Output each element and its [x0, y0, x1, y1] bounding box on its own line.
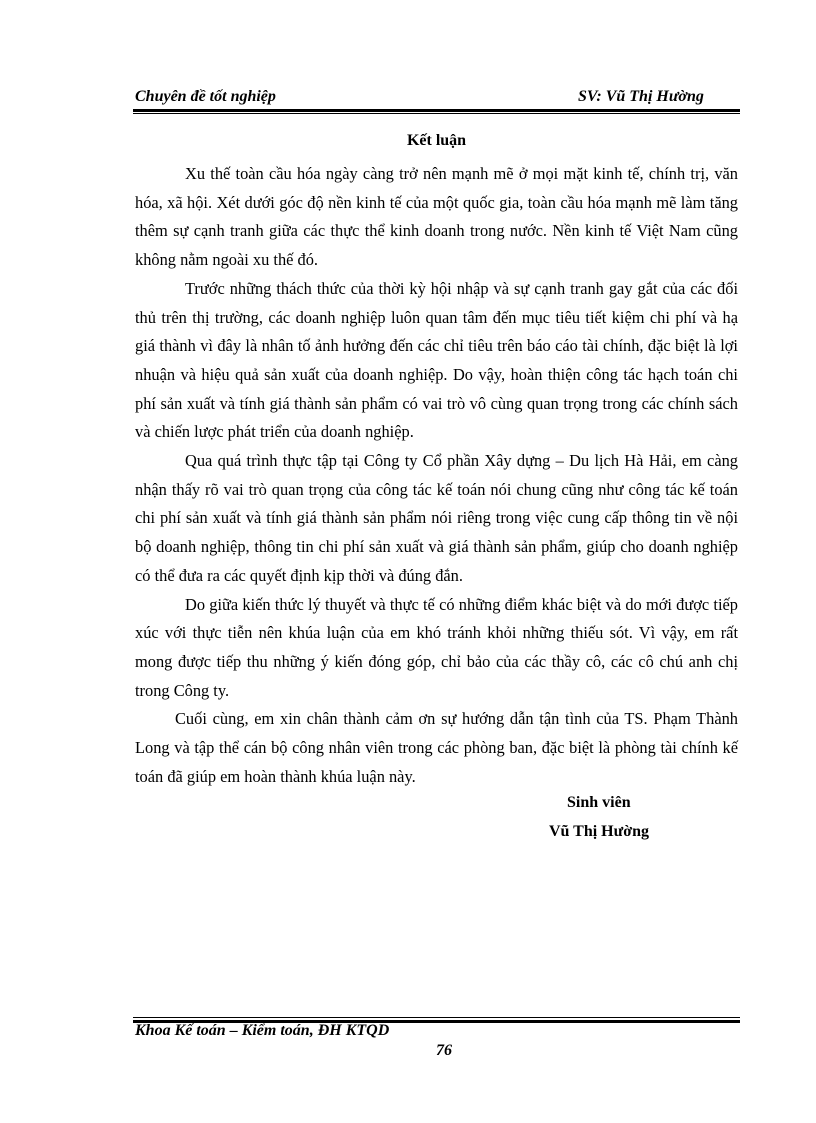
header-rule-thick — [133, 109, 740, 112]
page-header — [133, 86, 740, 110]
paragraph: Do giữa kiến thức lý thuyết và thực tế có những điểm khác biệt và do mới được tiếp xúc với thực tiễn nên khúa luận của em khó tránh khỏi những thiếu sót. Vì vậy, em rất mong được tiếp thu những ý kiến đóng góp, chỉ bảo của các thầy cô, các cô chú anh chị trong Công ty. — [135, 594, 738, 700]
footer-rule-thin — [133, 1017, 740, 1018]
document-body — [135, 160, 738, 791]
header-rule-thin — [133, 113, 740, 114]
paragraph: Trước những thách thức của thời kỳ hội nhập và sự cạnh tranh gay gắt của các đối thủ trên thị trường, các doanh nghiệp luôn quan tâm đến mục tiêu tiết kiệm chi phí và hạ giá thành vì đây là nhân tố ảnh hưởng đến các chỉ tiêu trên báo cáo tài chính, đặc biệt là lợi nhuận và hiệu quả sản xuất của doanh nghiệp. Do vậy, hoàn thiện công tác hạch toán chi phí sản xuất và tính giá thành sản phẩm có vai trò vô cùng quan trọng trong các chính sách và chiến lược phát triển của doanh nghiệp. — [135, 278, 738, 442]
header-student: SV: Vũ Thị Hường — [578, 88, 704, 105]
footer-department: Khoa Kế toán – Kiểm toán, ĐH KTQD — [135, 1022, 390, 1039]
signature-name: Vũ Thị Hường — [549, 823, 649, 840]
header-title: Chuyên đề tốt nghiệp — [135, 88, 276, 105]
paragraph: Qua quá trình thực tập tại Công ty Cổ phần Xây dựng – Du lịch Hà Hải, em càng nhận thấy rõ vai trò quan trọng của công tác kế toán nói chung cũng như công tác kế toán chi phí sản xuất và tính giá thành sản phẩm nói riêng trong việc cung cấp thông tin về nội bộ doanh nghiệp, thông tin chi phí sản xuất và giá thành sản phẩm, giúp cho doanh nghiệp có thể đưa ra các quyết định kịp thời và đúng đắn. — [135, 451, 738, 585]
paragraph: Cuối cùng, em xin chân thành cảm ơn sự hướng dẫn tận tình của TS. Phạm Thành Long và tập thể cán bộ công nhân viên trong các phòng ban, đặc biệt là phòng tài chính kế toán đã giúp em hoàn thành khúa luận này. — [135, 709, 738, 786]
document-title: Kết luận — [406, 132, 467, 149]
signature-role: Sinh viên — [567, 794, 631, 811]
paragraph: Xu thế toàn cầu hóa ngày càng trở nên mạnh mẽ ở mọi mặt kinh tế, chính trị, văn hóa, xã hội. Xét dưới góc độ nền kinh tế của một quốc gia, toàn cầu hóa mạnh mẽ làm tăng thêm sự cạnh tranh giữa các thực thể kinh doanh trong nước. Nền kinh tế Việt Nam cũng không nằm ngoài xu thế đó. — [135, 164, 738, 270]
page-number: 76 — [436, 1042, 452, 1059]
